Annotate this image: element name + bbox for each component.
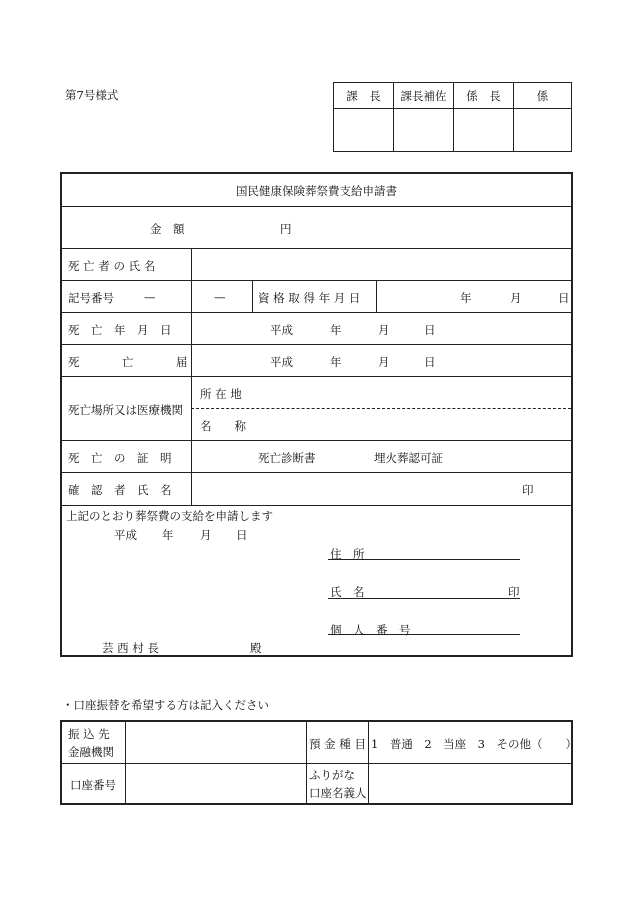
applicant-address-label: 住 所 [330, 547, 365, 561]
confirmer-name-field[interactable] [193, 474, 513, 502]
deposit-type-options[interactable]: 1 普通 2 当座 3 その他（ ） [371, 737, 577, 751]
declaration-date-era: 平成 [114, 528, 137, 542]
symbol-number-label: 記号番号 [68, 291, 114, 305]
amount-label: 金 額 [150, 222, 185, 236]
applicant-mynumber-field[interactable] [422, 618, 520, 634]
applicant-name-label: 氏 名 [330, 585, 365, 599]
addressee-honorific: 殿 [250, 641, 262, 655]
institution-label: 振 込 先 [68, 727, 110, 741]
deceased-name-field[interactable] [193, 250, 571, 278]
deceased-name-label: 死 亡 者 の 氏 名 [68, 259, 156, 273]
approval-stamp-cell[interactable] [454, 109, 514, 152]
declaration-month-unit: 月 [200, 528, 212, 542]
death-report-label: 亡 [122, 355, 134, 369]
application-form [60, 172, 573, 657]
death-report-month-unit: 月 [378, 355, 390, 369]
furigana-label: ふりがな [309, 768, 355, 782]
form-title: 国民健康保険葬祭費支給申請書 [236, 184, 397, 198]
account-holder-label: 口座名義人 [309, 786, 367, 800]
declaration-year-unit: 年 [162, 528, 174, 542]
death-date-year-unit: 年 [330, 323, 342, 337]
qualification-month-unit: 月 [510, 291, 522, 305]
account-holder-field[interactable] [371, 766, 569, 801]
qualification-date-label: 資 格 取 得 年 月 日 [258, 291, 361, 305]
death-report-year-unit: 年 [330, 355, 342, 369]
applicant-mynumber-label: 個 人 番 号 [330, 623, 411, 637]
place-of-death-label: 死亡場所又は医療機関 [68, 403, 183, 417]
death-date-field[interactable] [193, 314, 571, 342]
place-address-label: 所 在 地 [200, 387, 242, 401]
death-proof-label: 死 亡 の 証 明 [68, 451, 172, 465]
bank-account-table [60, 720, 577, 805]
place-address-field[interactable] [252, 378, 570, 406]
death-report-era: 平成 [270, 355, 293, 369]
approval-stamp-cell[interactable] [334, 109, 394, 152]
approval-stamp-table [333, 82, 572, 152]
place-name-field[interactable] [252, 410, 570, 438]
amount-field[interactable] [202, 210, 272, 244]
amount-unit: 円 [280, 222, 292, 236]
death-date-month-unit: 月 [378, 323, 390, 337]
symbol-number-dash: — [144, 290, 156, 304]
bank-transfer-note: ・口座振替を希望する方は記入ください [62, 698, 269, 712]
death-proof-option-certificate[interactable]: 死亡診断書 [258, 451, 316, 465]
applicant-seal-mark: 印 [508, 585, 520, 599]
death-date-label: 死 亡 年 月 日 [68, 323, 172, 337]
death-date-day-unit: 日 [424, 323, 436, 337]
approval-header-staff: 係 [536, 89, 549, 103]
applicant-name-field[interactable] [372, 580, 502, 598]
confirmer-seal-mark: 印 [522, 483, 534, 497]
applicant-address-field[interactable] [372, 542, 520, 559]
death-report-label: 届 [176, 355, 188, 369]
death-report-label: 死 [68, 355, 80, 369]
death-report-field[interactable] [193, 346, 571, 374]
confirmer-name-label: 確 認 者 氏 名 [68, 483, 172, 497]
declaration-day-unit: 日 [236, 528, 248, 542]
approval-stamp-cell[interactable] [514, 109, 571, 152]
qualification-date-field[interactable] [380, 282, 570, 310]
form-number-label: 第7号様式 [65, 88, 119, 102]
death-report-day-unit: 日 [424, 355, 436, 369]
approval-stamp-cell[interactable] [394, 109, 454, 152]
approval-header-unit-chief: 係 長 [454, 83, 514, 109]
deposit-type-label: 預 金 種 目 [309, 737, 366, 751]
death-proof-option-burial-permit[interactable]: 埋火葬認可証 [374, 451, 443, 465]
death-date-era: 平成 [270, 323, 293, 337]
addressee-village-head: 芸 西 村 長 [102, 641, 159, 655]
approval-header-deputy-chief: 課長補佐 [394, 83, 454, 109]
place-name-label: 名 称 [200, 419, 246, 433]
declaration-text: 上記のとおり葬祭費の支給を申請します [66, 509, 273, 523]
financial-institution-field[interactable] [128, 724, 304, 761]
qualification-day-unit: 日 [558, 291, 570, 305]
approval-header-section-chief: 課 長 [334, 83, 394, 109]
qualification-year-unit: 年 [460, 291, 472, 305]
symbol-number-dash: — [214, 290, 226, 304]
institution-label: 金融機関 [68, 745, 114, 759]
account-number-label: 口座番号 [70, 778, 116, 792]
symbol-number-field[interactable] [130, 282, 250, 310]
account-number-field[interactable] [128, 766, 304, 801]
